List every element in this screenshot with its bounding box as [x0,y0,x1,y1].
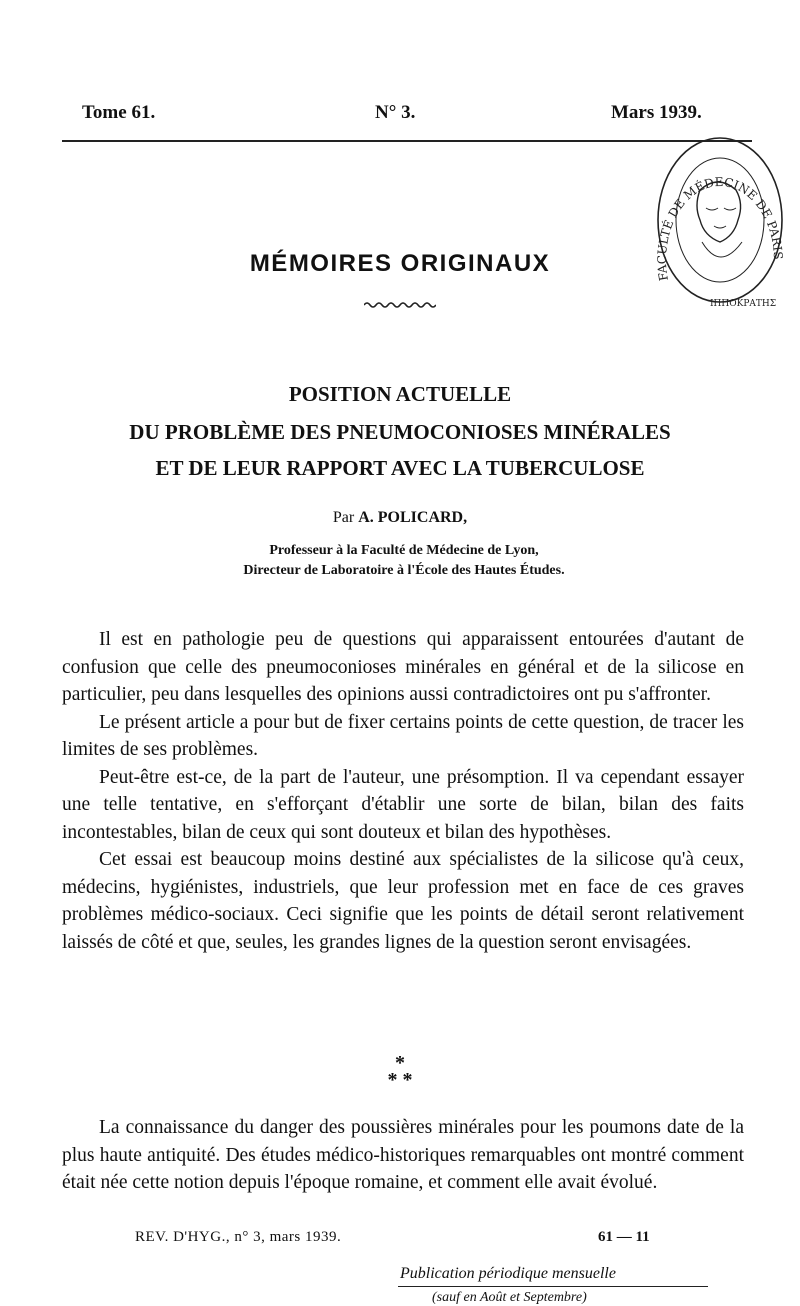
author-byline [0,509,800,527]
journal-reference: REV. D'HYG., n° 3, mars 1939. [135,1229,342,1245]
volume-label: Tome 61. [82,102,156,123]
author-name: A. POLICARD, [358,509,468,526]
publication-rule [398,1286,708,1287]
stamp-bottom-text: ΙΠΠΟΚΡΑΤΗΣ [710,299,777,309]
byline-prefix: Par [332,509,355,526]
stamp-ring-text: FACULTÉ DE MÉDECINE DE PARIS [654,174,786,282]
author-affiliation-1: Professeur à la Faculté de Médecine de Lyon, [269,543,539,558]
publication-frequency: Publication périodique mensuelle [400,1265,616,1282]
paragraph: Peut-être est-ce, de la part de l'auteur, une présomption. Il va cependant essayer une telle tentative, en s'efforçant d'établir une sorte de bilan, bilan des faits incontestables, bilan de ceux qui sont douteux et bilan des hypothèses. [62,766,744,843]
sheet-signature: 61 — 11 [598,1229,650,1245]
asterism-bottom: * * [387,1069,413,1091]
article-title-line-1: POSITION ACTUELLE [288,382,512,406]
article-title-line-3: ET DE LEUR RAPPORT AVEC LA TUBERCULOSE [155,456,645,480]
section-break-asterism [0,1052,800,1091]
section-title: MÉMOIRES ORIGINAUX [249,250,551,277]
issue-number: N° 3. [375,102,416,123]
article-body-continued [62,1114,744,1197]
library-stamp-icon [648,130,788,315]
paragraph: Le présent article a pour but de fixer certains points de cette question, de tracer les limites de ses problèmes. [62,711,744,760]
article-title-line-2: DU PROBLÈME DES PNEUMOCONIOSES MINÉRALES [129,420,671,444]
paragraph: Il est en pathologie peu de questions qui apparaissent entourées d'autant de confusion que celle des pneumoconioses minérales en général et de la silicose en particulier, peu dans lesquelles des opinions aussi contradictoires ont pu s'affronter. [62,629,744,705]
author-affiliation-2: Directeur de Laboratoire à l'École des Hautes Études. [243,563,565,578]
paragraph: Cet essai est beaucoup moins destiné aux spécialistes de la silicose qu'à ceux, médecins, hygiénistes, industriels, que leur profession met en face de ces graves problèmes médico-sociaux. Ceci signifie que les points de détail seront relativement laissés de côté et que, seules, les grandes lignes de la question seront envisagées. [62,849,744,953]
publication-note: (sauf en Août et Septembre) [432,1290,587,1305]
asterism-top: * [395,1052,405,1074]
issue-date: Mars 1939. [611,102,702,123]
article-body [62,626,744,956]
paragraph: La connaissance du danger des poussières minérales pour les poumons date de la plus haute antiquité. Des études médico-historiques remarquables ont montré comment était née cette notion depuis l'époque romaine, et comment elle avait évolué. [62,1117,744,1193]
title-ornament-icon [364,300,436,310]
